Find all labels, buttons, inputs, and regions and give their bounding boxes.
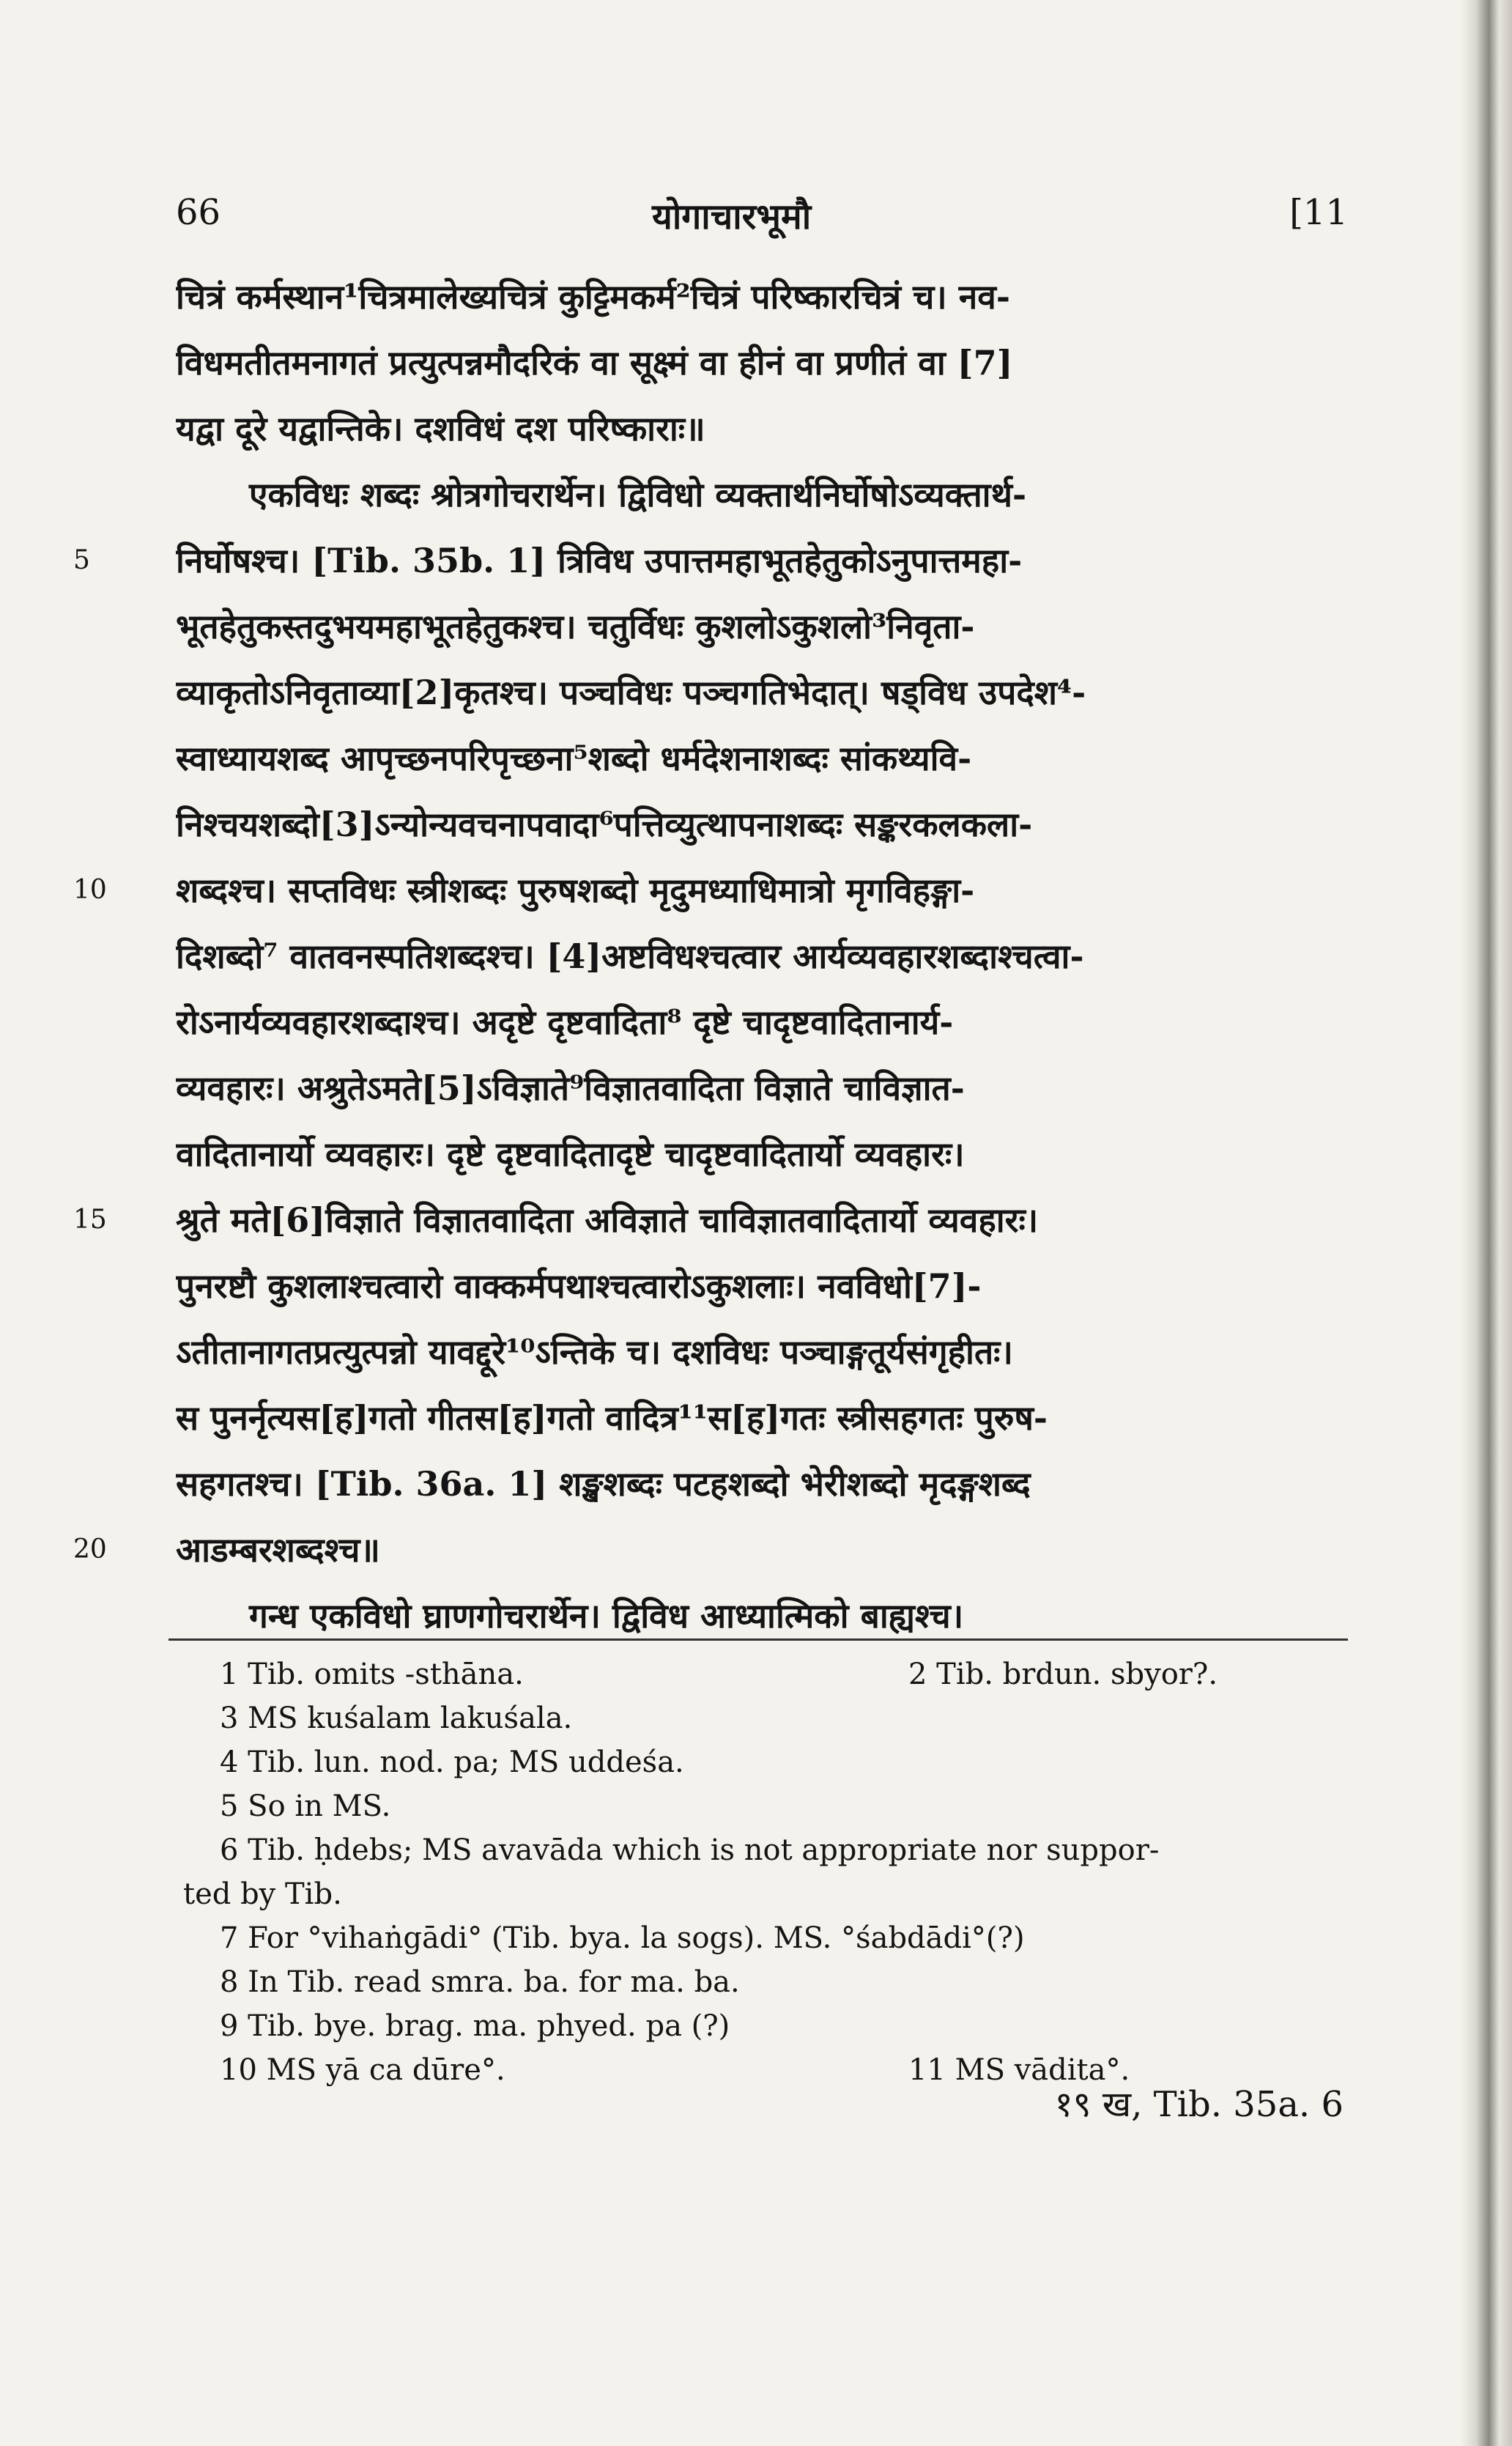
- text-line: शब्दश्च। सप्तविधः स्त्रीशब्दः पुरुषशब्दो मृदुमध्याधिमात्रो मृगविहङ्गा-: [176, 871, 975, 910]
- text-line: स पुनर्नृत्यस[ह]गतो गीतस[ह]गतो वादित्र¹¹स[ह]गतः स्त्रीसहगतः पुरुष-: [176, 1398, 1048, 1438]
- text-line: निश्चयशब्दो[3]ऽन्योन्यवचनापवादा⁶पत्तिव्युत्थापनाशब्दः सङ्करकलकला-: [176, 805, 1033, 844]
- footnote-2: 2 Tib. brdun. sbyor?.: [908, 1658, 1218, 1691]
- footnote-9: 9 Tib. bye. brag. ma. phyed. pa (?): [220, 2009, 730, 2043]
- footnote-1: 1 Tib. omits -sthāna.: [220, 1658, 524, 1691]
- footnote-7: 7 For °vihaṅgādi° (Tib. bya. la sogs). MS. °śabdādi°(?): [220, 1921, 1025, 1955]
- footnote-4: 4 Tib. lun. nod. pa; MS uddeśa.: [220, 1745, 684, 1779]
- footnote-row: [176, 1652, 1363, 1696]
- footnote-8: 8 In Tib. read smra. ba. for ma. ba.: [220, 1965, 740, 1999]
- text-line: स्वाध्यायशब्द आपृच्छनपरिपृच्छना⁵शब्दो धर्मदेशनाशब्दः सांकथ्यवि-: [176, 739, 972, 778]
- text-line: निर्घोषश्च। [Tib. 35b. 1] त्रिविध उपात्तमहाभूतहेतुकोऽनुपात्तमहा-: [176, 541, 1023, 580]
- section-mark: [11: [1289, 192, 1348, 233]
- line-number: 20: [73, 1534, 107, 1564]
- page-header: [176, 192, 1348, 243]
- signature-mark: १९ ख, Tib. 35a. 6: [1054, 2084, 1344, 2125]
- text-line: गन्ध एकविधो घ्राणगोचरार्थेन। द्विविध आध्यात्मिको बाह्यश्च।: [249, 1596, 964, 1636]
- footnote-11: 11 MS vādita°.: [908, 2053, 1130, 2087]
- text-line: चित्रं कर्मस्थान¹चित्रमालेख्यचित्रं कुट्टिमकर्म²चित्रं परिष्कारचित्रं च। नव-: [176, 277, 1010, 317]
- text-line: श्रुते मते[6]विज्ञाते विज्ञातवादिता अविज्ञाते चाविज्ञातवादितार्यो व्यवहारः।: [176, 1200, 1039, 1240]
- footnote-5: 5 So in MS.: [220, 1789, 391, 1823]
- text-line: रोऽनार्यव्यवहारशब्दाश्च। अदृष्टे दृष्टवादिता⁸ दृष्टे चादृष्टवादितानार्य-: [176, 1002, 954, 1042]
- running-title: योगाचारभूमौ: [652, 196, 812, 237]
- footnote-6: 6 Tib. ḥdebs; MS avavāda which is not appropriate nor suppor-: [220, 1833, 1160, 1867]
- text-line: व्यवहारः। अश्रुतेऽमते[5]ऽविज्ञाते⁹विज्ञातवादिता विज्ञाते चाविज्ञात-: [176, 1068, 965, 1108]
- book-spine-shadow: [1461, 0, 1512, 2446]
- footnote-6-continued: ted by Tib.: [183, 1877, 342, 1911]
- sanskrit-body-text: [176, 264, 1363, 1649]
- footnotes: [176, 1652, 1363, 2092]
- page-number: 66: [176, 192, 221, 233]
- text-line: ऽतीतानागतप्रत्युत्पन्नो यावद्दूरे¹⁰ऽन्तिके च। दशविधः पञ्चाङ्गतूर्यसंगृहीतः।: [176, 1332, 1013, 1372]
- footnote-10: 10 MS yā ca dūre°.: [220, 2053, 505, 2087]
- text-line: भूतहेतुकस्तदुभयमहाभूतहेतुकश्च। चतुर्विधः कुशलोऽकुशलो³निवृता-: [176, 607, 975, 646]
- text-line: पुनरष्टौ कुशलाश्चत्वारो वाक्कर्मपथाश्चत्वारोऽकुशलाः। नवविधो[7]-: [176, 1266, 982, 1306]
- text-line: वादितानार्यो व्यवहारः। दृष्टे दृष्टवादितादृष्टे चादृष्टवादितार्यो व्यवहारः।: [176, 1134, 965, 1174]
- text-line: विधमतीतमनागतं प्रत्युत्पन्नमौदरिकं वा सूक्ष्मं वा हीनं वा प्रणीतं वा [7]: [176, 343, 1013, 383]
- line-number: 15: [73, 1205, 107, 1235]
- footnote-divider: [168, 1638, 1348, 1641]
- text-line: यद्वा दूरे यद्वान्तिके। दशविधं दश परिष्काराः॥: [176, 409, 705, 448]
- line-number: 5: [73, 545, 90, 575]
- text-line: व्याकृतोऽनिवृताव्या[2]कृतश्च। पञ्चविधः पञ्चगतिभेदात्। षड्विध उपदेश⁴-: [176, 673, 1086, 712]
- text-line: एकविधः शब्दः श्रोत्रगोचरार्थेन। द्विविधो व्यक्तार्थनिर्घोषोऽव्यक्तार्थ-: [249, 475, 1027, 514]
- text-line: दिशब्दो⁷ वातवनस्पतिशब्दश्च। [4]अष्टविधश्चत्वार आर्यव्यवहारशब्दाश्चत्वा-: [176, 936, 1084, 976]
- line-number: 10: [73, 875, 107, 905]
- text-line: आडम्बरशब्दश्च॥: [176, 1530, 380, 1570]
- footnote-3: 3 MS kuśalam lakuśala.: [220, 1702, 573, 1735]
- text-line: सहगतश्च। [Tib. 36a. 1] शङ्खशब्दः पटहशब्दो भेरीशब्दो मृदङ्गशब्द: [176, 1464, 1031, 1504]
